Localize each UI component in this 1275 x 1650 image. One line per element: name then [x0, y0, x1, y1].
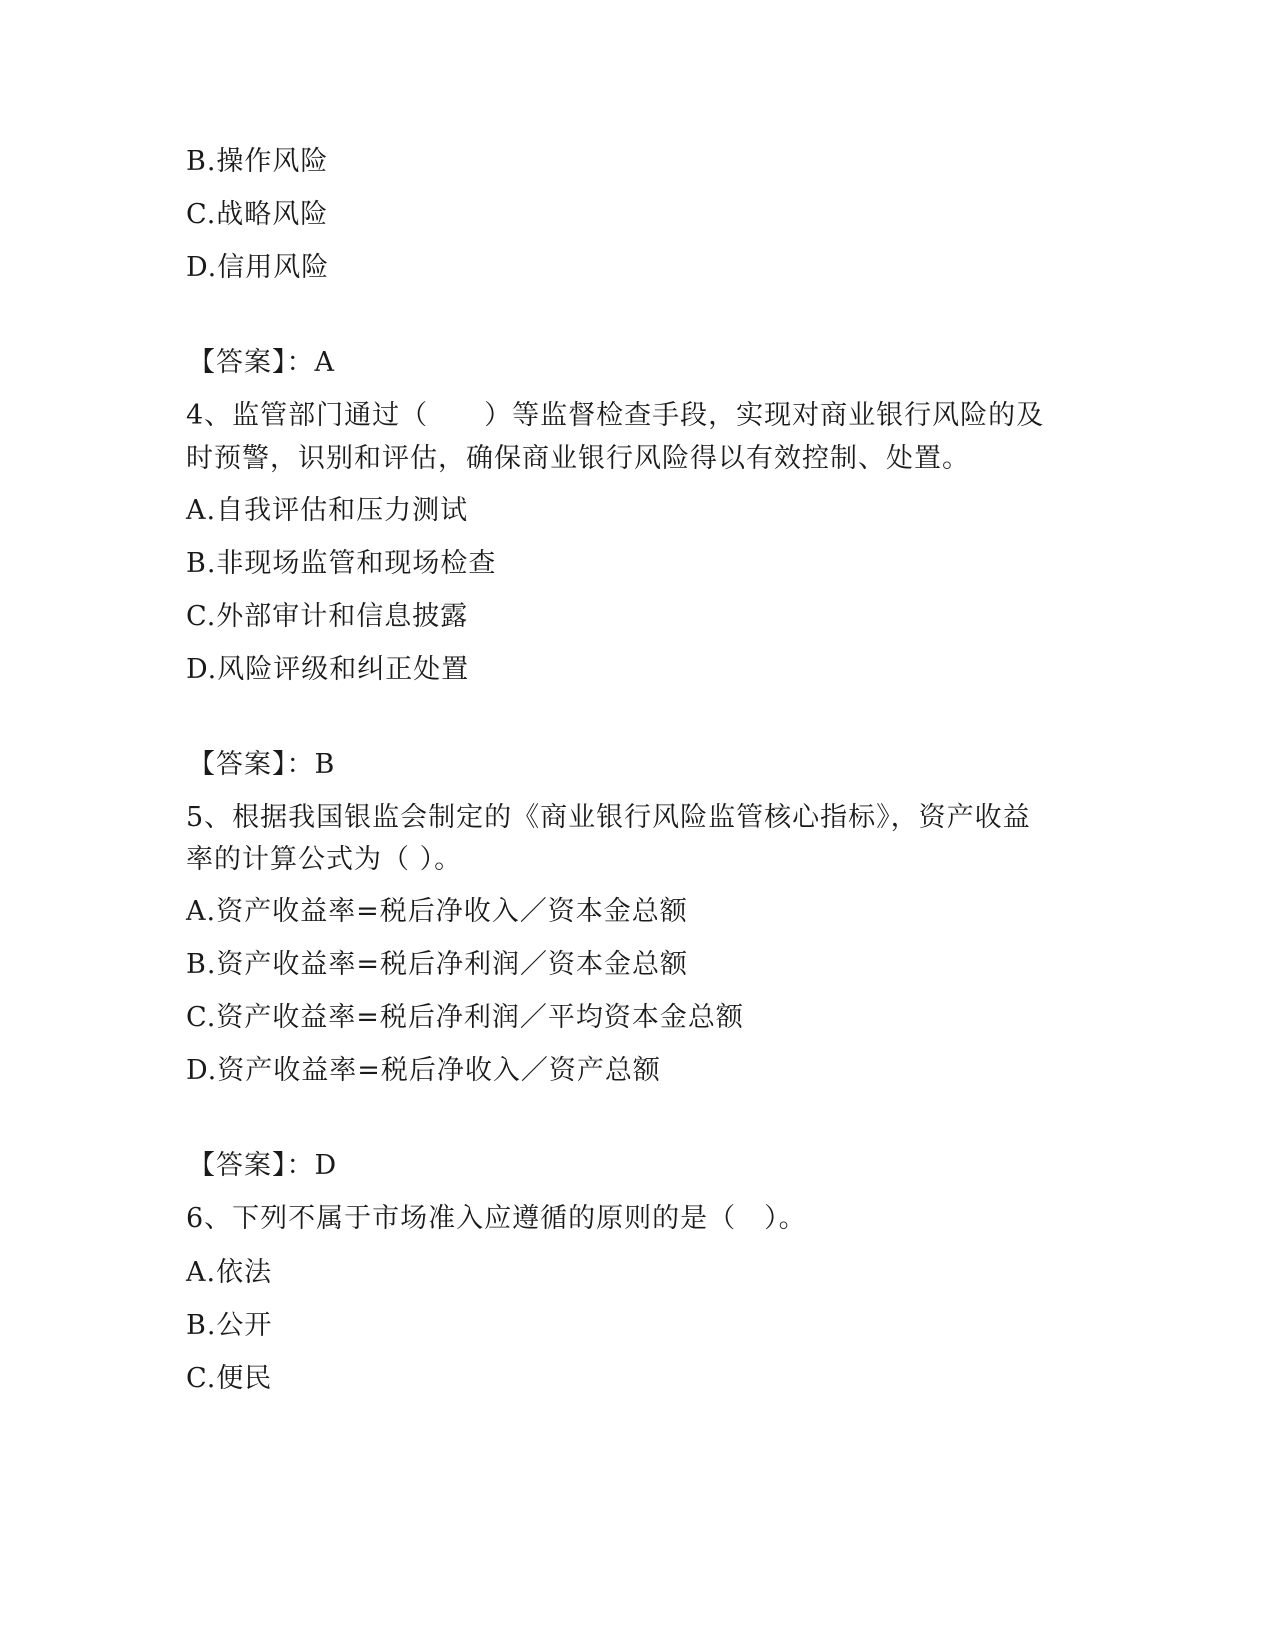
- q6-option-a: A.依法: [186, 1257, 273, 1288]
- q3-option-c: C.战略风险: [186, 199, 329, 230]
- q4-answer: 【答案】：B: [188, 749, 336, 780]
- q5-option-c: C.资产收益率=税后净利润／平均资本金总额: [186, 1002, 744, 1033]
- q5-option-b: B.资产收益率=税后净利润／资本金总额: [186, 949, 689, 980]
- q4-option-c: C.外部审计和信息披露: [186, 601, 469, 632]
- q6-option-c: C.便民: [186, 1363, 273, 1394]
- q6-option-b: B.公开: [186, 1310, 273, 1341]
- q5-answer: 【答案】：D: [188, 1150, 338, 1181]
- q5-option-a: A.资产收益率=税后净收入／资本金总额: [186, 896, 688, 927]
- q4-stem-line1: 4、监管部门通过（ ）等监督检查手段，实现对商业银行风险的及: [186, 400, 1045, 431]
- q5-option-d: D.资产收益率=税后净收入／资产总额: [186, 1055, 661, 1086]
- q3-answer: 【答案】：A: [188, 347, 335, 378]
- q6-stem-line1: 6、下列不属于市场准入应遵循的原则的是（ ）。: [186, 1203, 807, 1234]
- q3-option-d: D.信用风险: [186, 252, 330, 283]
- q3-option-b: B.操作风险: [186, 146, 329, 177]
- q4-stem-line2: 时预警，识别和评估，确保商业银行风险得以有效控制、处置。: [186, 443, 970, 474]
- q4-option-b: B.非现场监管和现场检查: [186, 548, 497, 579]
- q4-option-d: D.风险评级和纠正处置: [186, 654, 470, 685]
- q5-stem-line1: 5、根据我国银监会制定的《商业银行风险监管核心指标》，资产收益: [186, 802, 1031, 833]
- q5-stem-line2: 率的计算公式为（ ）。: [186, 844, 463, 875]
- q4-option-a: A.自我评估和压力测试: [186, 495, 469, 526]
